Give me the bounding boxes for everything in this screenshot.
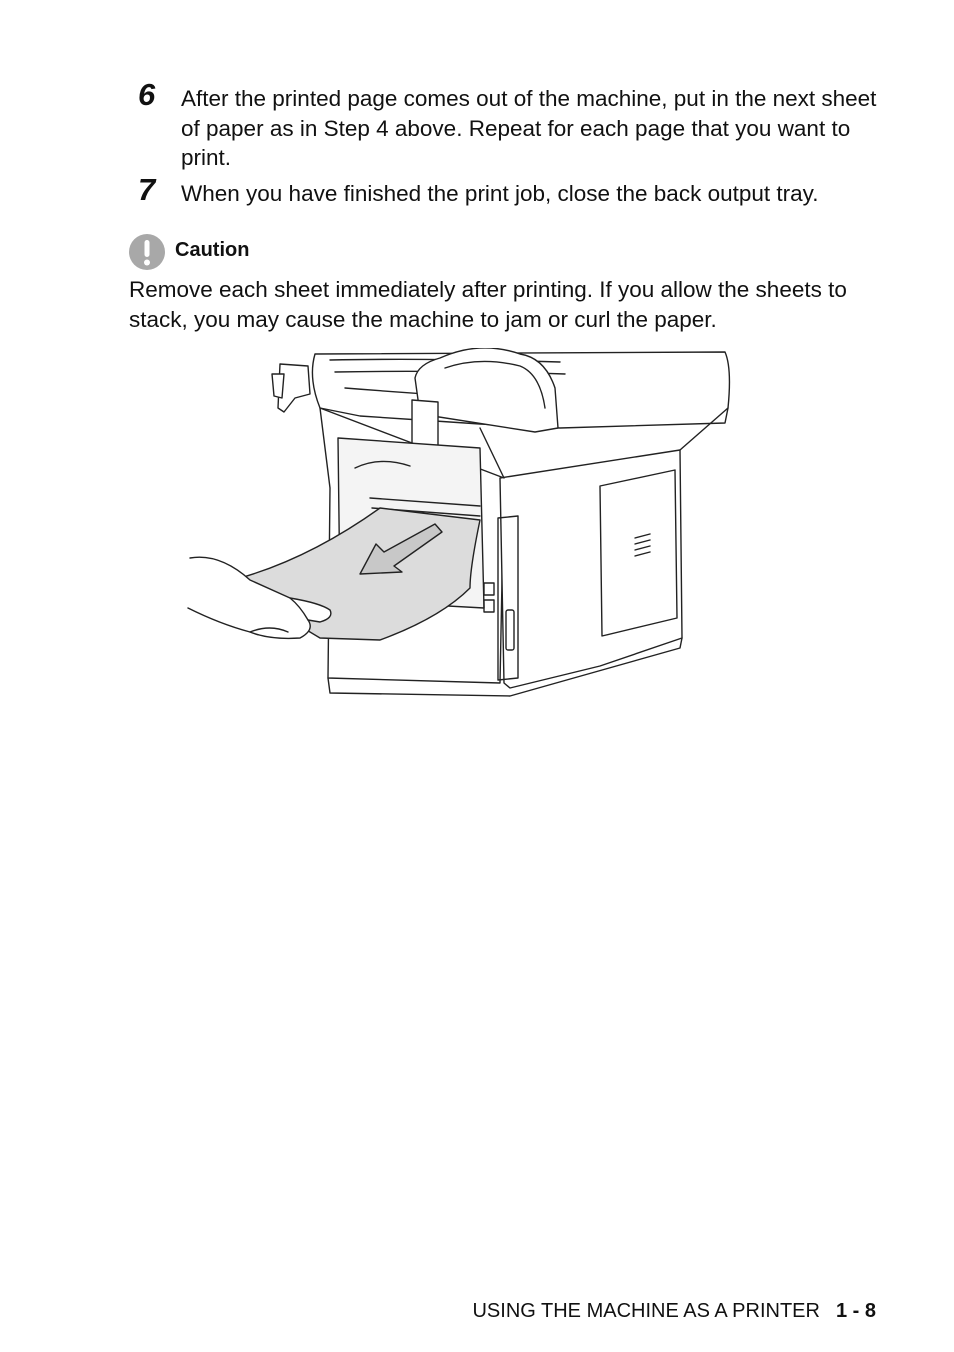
step-text: When you have finished the print job, close the back output tray. [181,181,819,206]
caution-text: Remove each sheet immediately after printing. If you allow the sheets to stack, you may cause the machine to jam or curl the paper. [129,277,847,332]
step-number: 6 [138,77,156,112]
page-footer [472,1300,876,1323]
exclamation-icon [129,234,165,270]
caution-label: Caution [175,239,250,261]
printer-rear-illustration [180,348,740,700]
step-text: After the printed page comes out of the machine, put in the next sheet of paper as in Step 4 above. Repeat for each page that you want to print. [181,86,877,170]
footer-section-title: USING THE MACHINE AS A PRINTER [472,1300,820,1322]
footer-page-number: 1 - 8 [835,1300,876,1322]
step-number: 7 [138,172,156,207]
